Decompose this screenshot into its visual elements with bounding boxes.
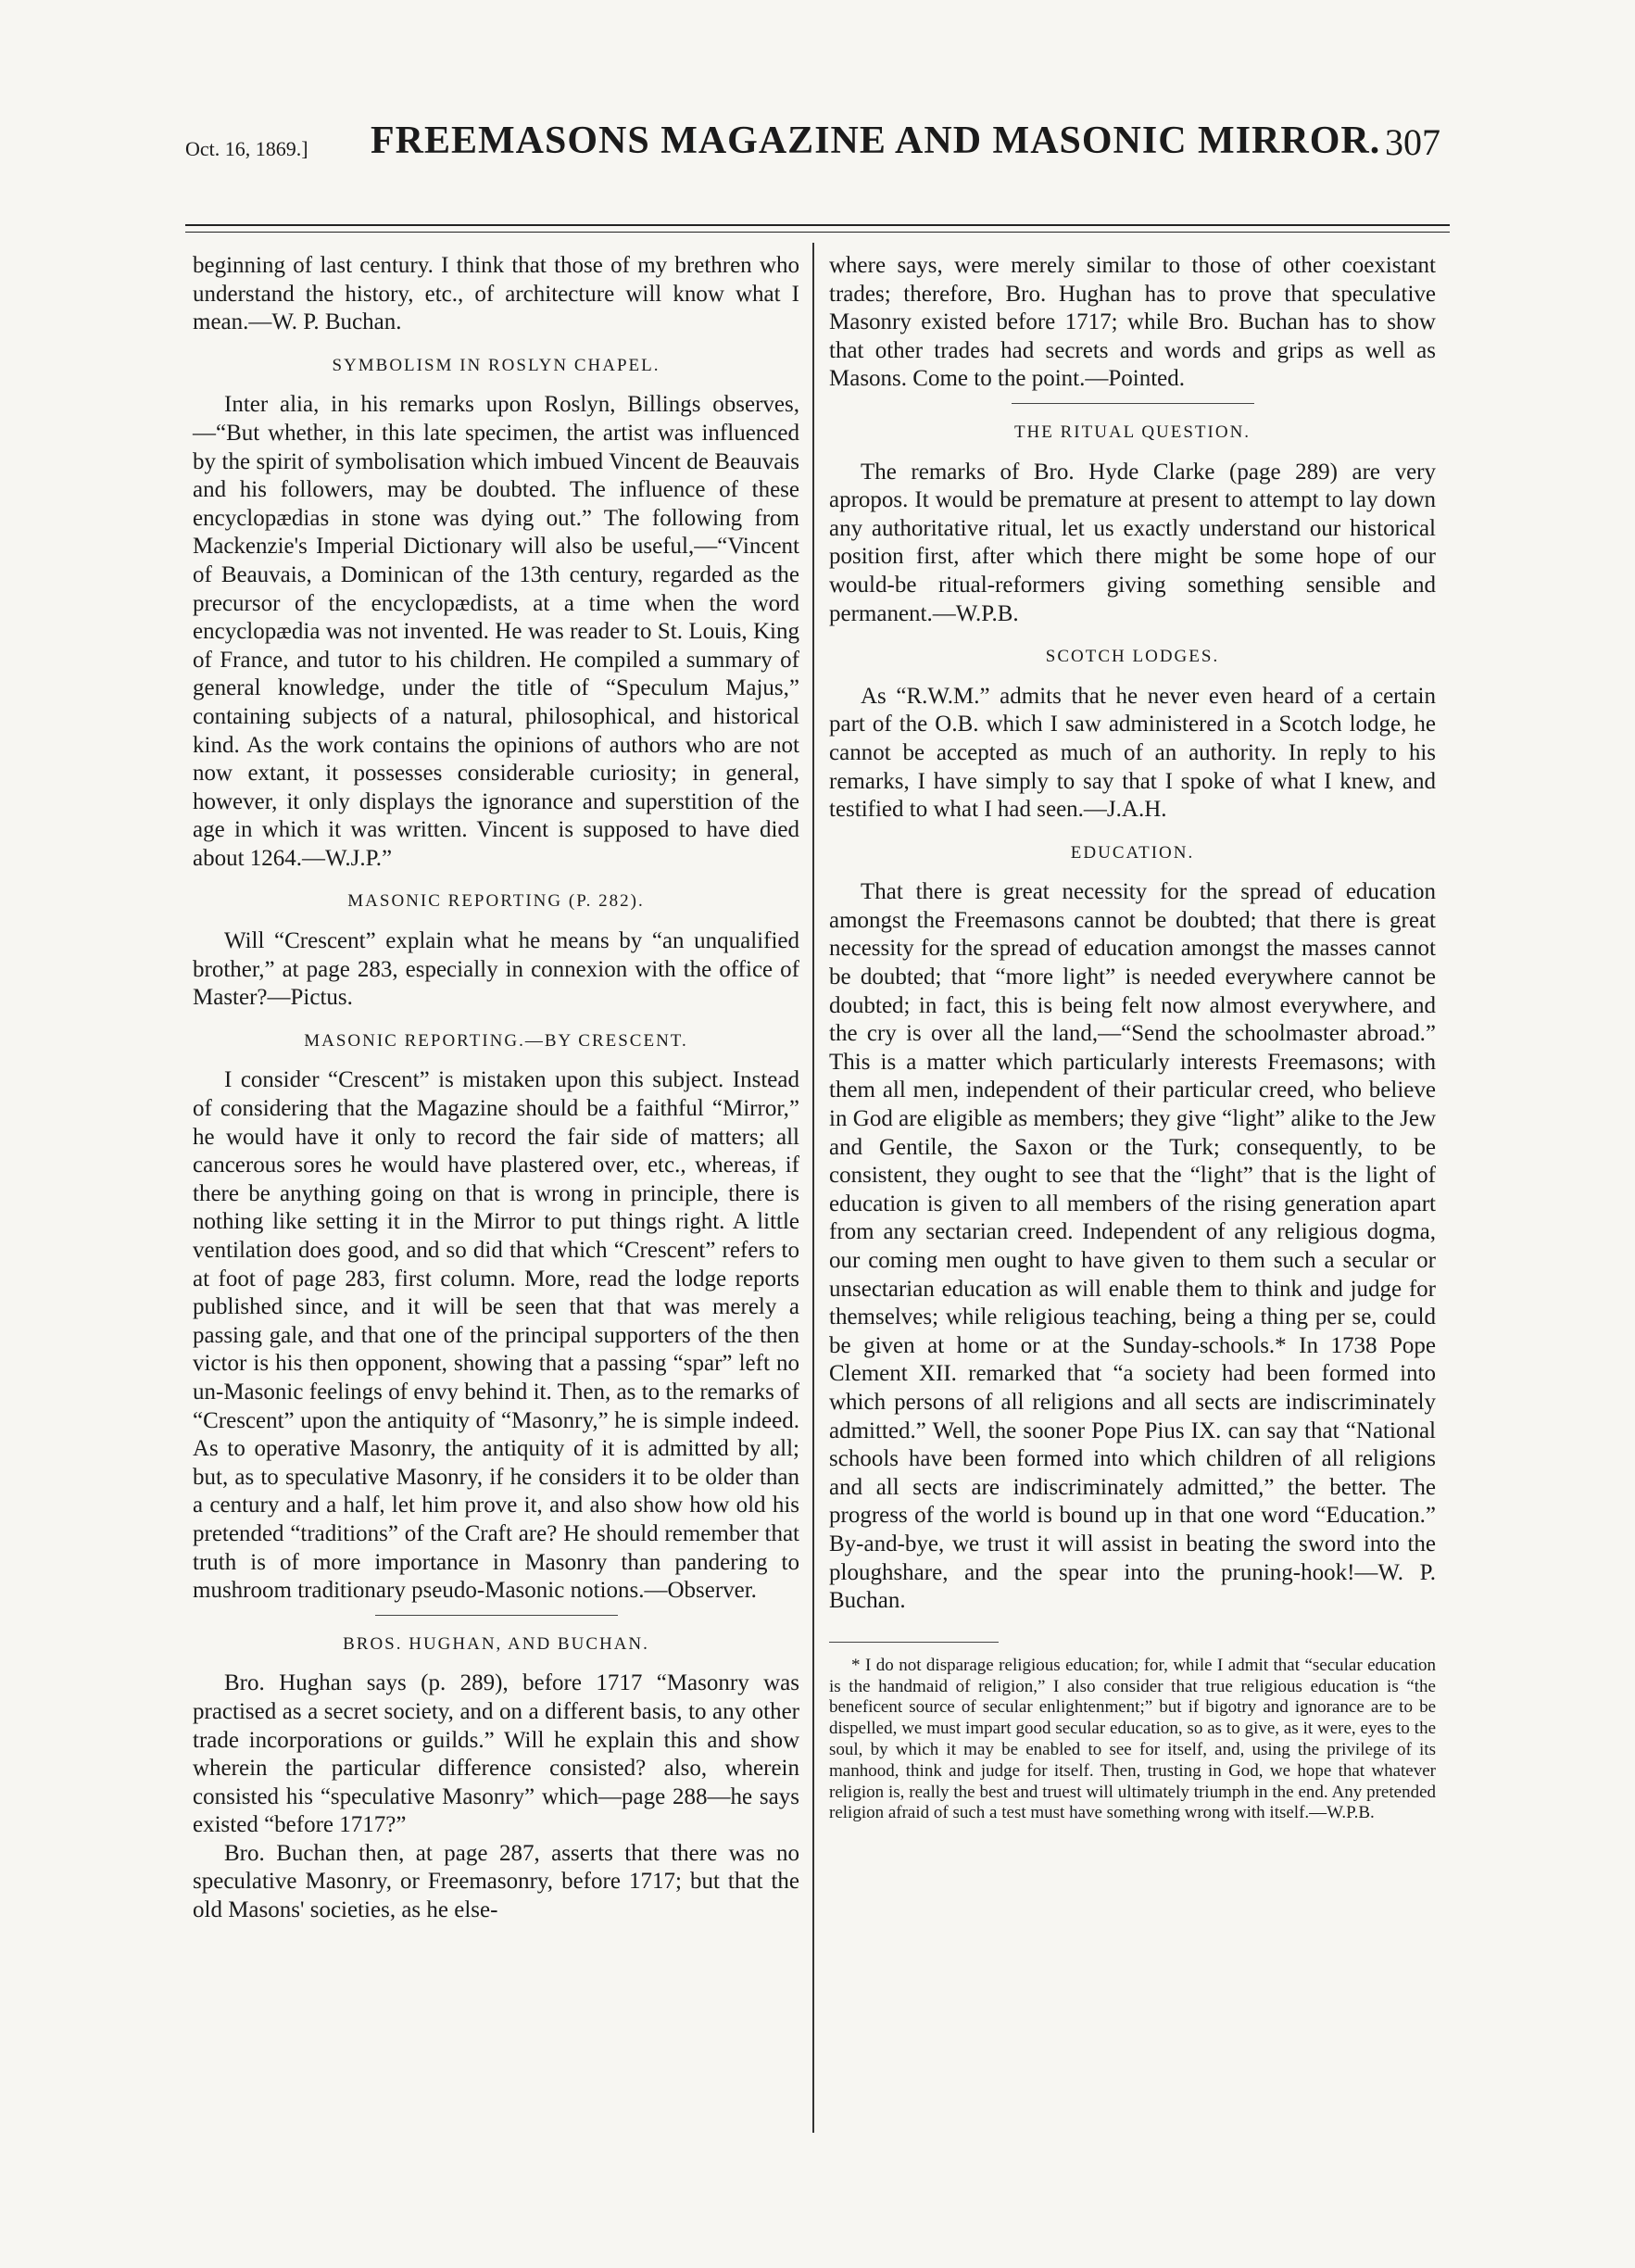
- section-body-reporting-crescent: I consider “Crescent” is mistaken upon this subject. Instead of considering that the Magazine should be a faithful “Mirror,” he would have it only to record the fair side of matters; all cancerous sores he would have plastered over, etc., whereas, if there be anything going on that is wrong in principle, there is nothing like setting it in the Mirror to put things right. A little ventilation does good, and so did that which “Crescent” refers to at foot of page 283, first column. More, read the lodge reports published since, and it will be seen that that was merely a passing gale, and that one of the principal supporters of the then victor is his then opponent, showing that a passing “spar” left no un-Masonic feelings of envy behind it. Then, as to the remarks of “Crescent” upon the antiquity of “Masonry,” he is simple indeed. As to operative Masonry, the antiquity of it is admitted by all; but, as to speculative Masonry, if he considers it to be older than a century and a half, let him prove it, and also show how old his pretended “traditions” of the Craft are? He should remember that truth is of more importance in Masonry than pandering to mushroom traditionary pseudo-Masonic notions.—Observer.: [193, 1067, 799, 1604]
- section-heading-masonic-reporting: MASONIC REPORTING (P. 282).: [347, 891, 645, 912]
- section-body-education: That there is great necessity for the spread of education amongst the Freemasons cannot be doubted; that there is great necessity for the spread of education amongst the masses cannot be doubted; that “more light” is needed everywhere cannot be doubted; in fact, this is being felt now almost everywhere, and the cry is over all the land,—“Send the schoolmaster abroad.” This is a matter which particularly interests Freemasons; with them all men, independent of their particular creed, who believe in God are eligible as members; they give “light” alike to the Jew and Gentile, the Saxon or the Turk; consequently, to be consistent, they ought to see that the “light” that is the light of education is given to all members of the rising generation apart from any sectarian creed. Independent of any religious dogma, our coming men ought to have given to them such a secular or unsectarian education as will enable them to think and judge for themselves; while religious teaching, being a thing per se, could be given at home or at the Sunday-schools.* In 1738 Pope Clement XII. remarked that “a society had been formed into which persons of all religions and all sects are indiscriminately admitted.” Well, the sooner Pope Pius IX. can say that “National schools have been formed into which children of all religions and all sects are indiscriminately admitted,” the better. The progress of the world is bound up in that one word “Education.” By-and-bye, we trust it will assist in beating the sword into the ploughshare, and the spear into the pruning-hook!—W. P. Buchan.: [829, 879, 1436, 1614]
- page-number: 307: [1385, 121, 1440, 163]
- section-heading-reporting-crescent: MASONIC REPORTING.—BY CRESCENT.: [304, 1030, 688, 1051]
- header-rule: [185, 224, 1450, 226]
- continued-text-right: where says, were merely similar to those of other coexistant trades; therefore, Bro. Hughan has to prove that speculative Masonry existed before 1717; while Bro. Buchan has to show that other trades had secrets and words and grips as well as Masons. Come to the point.—Pointed.: [829, 253, 1436, 392]
- footnote-text: * I do not disparage religious education; for, while I admit that “secular education is the handmaid of religion,” I also consider that true religious education is “the beneficent source of secular enlightenment;” but if bigotry and ignorance are to be dispelled, we must impart good secular education, so as to give, as it were, eyes to the soul, by which it may be enabled to see for itself, and, using the privilege of its manhood, think and judge for itself. Then, trusting in God, we hope that whatever religion is, really the best and truest will ultimately triumph in the end. Any pretended religion afraid of such a test must have something wrong with itself.—W.P.B.: [829, 1655, 1436, 1823]
- section-body-scotch-lodges: As “R.W.M.” admits that he never even heard of a certain part of the O.B. which I saw administered in a Scotch lodge, he cannot be accepted as much of an authority. In reply to his remarks, I have simply to say that I spoke of what I knew, and testified to what I had seen.—J.A.H.: [829, 683, 1436, 823]
- section-separator: [1012, 403, 1254, 404]
- section-body-symbolism: Inter alia, in his remarks upon Roslyn, Billings observes,—“But whether, in this late specimen, the artist was influenced by the spirit of symbolisation which imbued Vincent de Beauvais and his followers, may be doubted. The influence of these encyclopædias in stone was dying out.” The following from Mackenzie's Imperial Dictionary will also be useful,—“Vincent of Beauvais, a Dominican of the 13th century, regarded as the precursor of the encyclopædists, at a time when the word encyclopædia was not invented. He was reader to St. Louis, King of France, and tutor to his children. He compiled a summary of general knowledge, under the title of “Speculum Majus,” containing subjects of a natural, philosophical, and historical kind. As the work contains the opinions of authors who are not now extant, it possesses considerable curiosity; in general, however, it only displays the ignorance and superstition of the age in which it was written. Vincent is supposed to have died about 1264.—W.J.P.”: [193, 392, 799, 871]
- header-rule-thin: [185, 232, 1450, 233]
- section-body-hughan-buchan-1: Bro. Hughan says (p. 289), before 1717 “Masonry was practised as a secret society, and on a different basis, to any other trade incorporations or guilds.” Will he explain this and show wherein the particular difference consisted? also, wherein consisted his “speculative Masonry” which—page 288—he says existed “before 1717?”: [193, 1670, 799, 1838]
- page-header: [185, 109, 1450, 165]
- magazine-title: FREEMASONS MAGAZINE AND MASONIC MIRROR.: [371, 120, 1381, 162]
- section-body-hughan-buchan-2: Bro. Buchan then, at page 287, asserts that there was no speculative Masonry, or Freemasonry, before 1717; but that the old Masons' societies, as he else-: [193, 1840, 799, 1923]
- right-column: [829, 252, 1436, 1824]
- left-column: [193, 252, 799, 1925]
- section-heading-education: EDUCATION.: [1070, 842, 1195, 863]
- section-body-masonic-reporting: Will “Crescent” explain what he means by “an unqualified brother,” at page 283, especially in connexion with the office of Master?—Pictus.: [193, 928, 799, 1011]
- section-heading-scotch-lodges: SCOTCH LODGES.: [1045, 647, 1220, 667]
- section-heading-ritual-question: THE RITUAL QUESTION.: [1013, 422, 1251, 442]
- section-separator: [375, 1615, 618, 1616]
- issue-date: Oct. 16, 1869.]: [185, 137, 308, 160]
- section-heading-symbolism: SYMBOLISM IN ROSLYN CHAPEL.: [332, 355, 660, 375]
- section-heading-hughan-buchan: BROS. HUGHAN, AND BUCHAN.: [343, 1633, 649, 1654]
- section-body-ritual-question: The remarks of Bro. Hyde Clarke (page 289) are very apropos. It would be premature at present to attempt to lay down any authoritative ritual, let us exactly understand our historical position first, after which there might be some hope of our would-be ritual-reformers giving something sensible and permanent.—W.P.B.: [829, 459, 1436, 626]
- continued-text: beginning of last century. I think that those of my brethren who understand the history, etc., of architecture will know what I mean.—W. P. Buchan.: [193, 253, 799, 335]
- footnote-rule: [829, 1642, 999, 1643]
- column-divider: [812, 243, 814, 2133]
- footnote: [829, 1656, 1436, 1824]
